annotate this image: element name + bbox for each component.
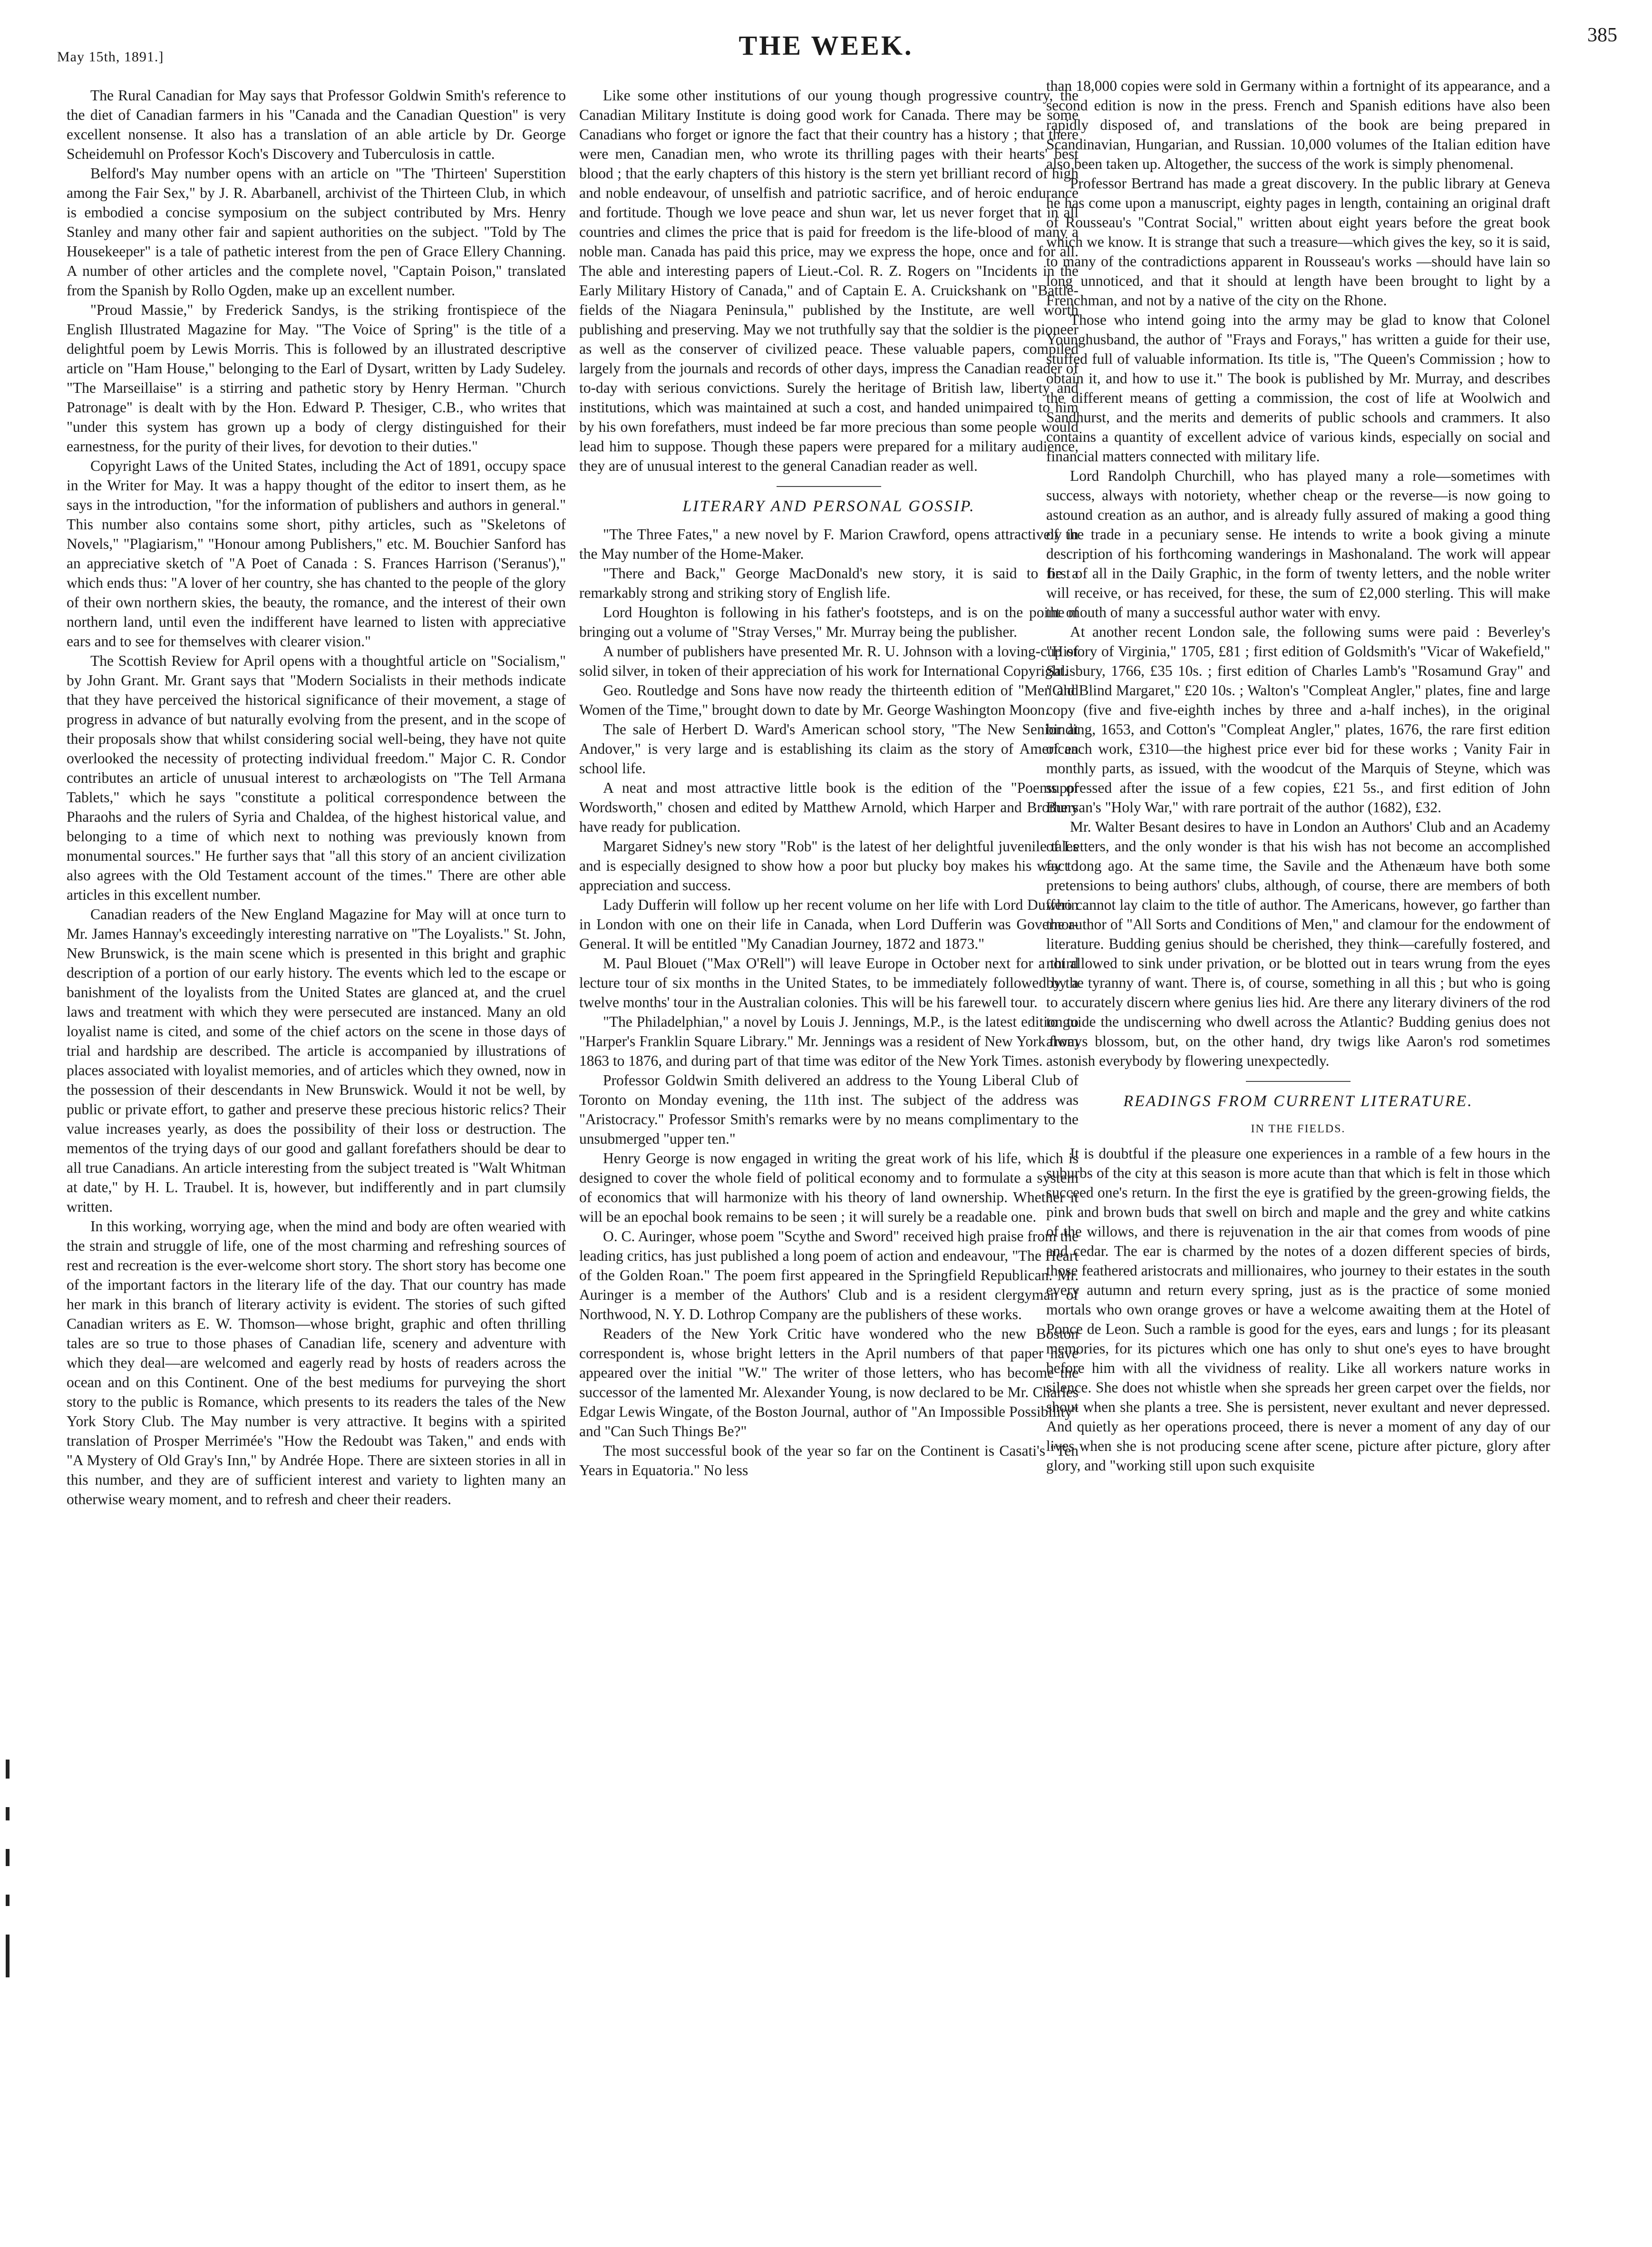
gossip-item: Professor Bertrand has made a great discovery. In the public library at Geneva he has come upon a manuscript, eighty pages in length, containing an original draft of Rousseau's "Contrat Social," written about eight years before the great book which we know. It is strange that such a treasure—which gives the key, so it is said, to many of the contradictions apparent in Rousseau's works —should have lain so long unnoticed, and that it should at length have been brought to light by a Frenchman, and not by a native of the city on the Rhone. bbox=[1046, 175, 1550, 309]
section-heading-readings: READINGS FROM CURRENT LITERATURE. bbox=[1123, 1092, 1473, 1110]
section-heading-gossip: LITERARY AND PERSONAL GOSSIP. bbox=[682, 497, 975, 515]
article-paragraph: The Rural Canadian for May says that Professor Goldwin Smith's reference to the diet of Canadian farmers in his "Canada and the Canadian Question" is very excellent nonsense. It also has a translation of an able article by Dr. George Scheidemuhl on Professor Koch's Discovery and Tuberculosis in cattle. bbox=[67, 87, 566, 162]
gossip-item: Geo. Routledge and Sons have now ready the thirteenth edition of "Men and Women of the Time," brought down to date by Mr. George Washington Moon. bbox=[579, 682, 1079, 718]
article-paragraph: Belford's May number opens with an article on "The 'Thirteen' Superstition among the Fair Sex," by J. R. Abarbanell, archivist of the Thirteen Club, in which is embodied a concise symposium on the subject contributed by Mrs. Henry Stanley and many other fair and sapient authorities on the subject. "Told by The Housekeeper" is a tale of pathetic interest from the pen of Grace Ellery Channing. A number of other articles and the complete novel, "Captain Poison," translated from the Spanish by Rollo Ogden, make up an excellent number. bbox=[67, 165, 566, 299]
article-paragraph: In this working, worrying age, when the mind and body are often wearied with the strain and struggle of life, one of the most charming and refreshing sources of rest and recreation is the ever-welcome short story. The short story has become one of the important factors in the literary life of the day. That our country has made her mark in this branch of literary activity is evident. The stories of such gifted Canadian writers as E. W. Thomson—whose bright, graphic and often thrilling tales are so true to those phases of Canadian life, scenery and adventure with which they deal—are welcomed and eagerly read by hosts of readers across the ocean and on this Continent. One of the best mediums for purveying the short story to the public is Romance, which presents to its readers the tales of the New York Story Club. The May number is very attractive. It begins with a spirited translation of Prosper Merrimée's "How the Redoubt was Taken," and ends with "A Mystery of Old Gray's Inn," by Andrée Hope. There are sixteen stories in all in this number, and they are of sufficient interest and variety to lighten many an otherwise weary moment, and to refresh and cheer their readers. bbox=[67, 1218, 566, 1508]
article-paragraph: "Proud Massie," by Frederick Sandys, is the striking frontispiece of the English Illustrated Magazine for May. "The Voice of Spring" is the title of a delightful poem by Lewis Morris. This is followed by an illustrated descriptive article on "Ham House," belonging to the Earl of Dysart, written by Lady Sudeley. "The Marseillaise" is a stirring and pathetic story by Henry Herman. "Church Patronage" is dealt with by the Hon. Edward P. Thesiger, C.B., who writes that "under this system has grown up a body of clergy distinguished for their earnestness, for the purity of their lives, for devotion to their duties." bbox=[67, 302, 566, 455]
gossip-item: Lord Houghton is following in his father's footsteps, and is on the point of bringing out a volume of "Stray Verses," Mr. Murray being the publisher. bbox=[579, 604, 1079, 640]
section-divider bbox=[777, 486, 881, 487]
column-left bbox=[67, 86, 566, 2240]
page-number: 385 bbox=[1587, 24, 1617, 46]
gossip-item: At another recent London sale, the following sums were paid : Beverley's "History of Virginia," 1705, £81 ; first edition of Goldsmith's "Vicar of Wakefield," Salisbury, 1766, £35 10s. ; first edition of Charles Lamb's "Rosamund Gray" and "Old Blind Margaret," £20 10s. ; Walton's "Compleat Angler," plates, fine and large copy (five and five-eighth inches by three and a-half inches), in the original binding, 1653, and Cotton's "Compleat Angler," plates, 1676, the rare first edition of each work, £310—the highest price ever bid for these works ; Vanity Fair in monthly parts, as issued, with the woodcut of the Marquis of Steyne, which was suppressed after the issue of a few copies, £21 5s., and first edition of John Bunyan's "Holy War," with rare portrait of the author (1682), £32. bbox=[1046, 623, 1550, 816]
gossip-item: Readers of the New York Critic have wondered who the new Boston correspondent is, whose bright letters in the April numbers of that paper have appeared over the initial "W." The writer of those letters, who has become the successor of the lamented Mr. Alexander Young, is now declared to be Mr. Charles Edgar Lewis Wingate, of the Boston Journal, author of "An Impossible Possibility" and "Can Such Things Be?" bbox=[579, 1325, 1079, 1440]
gossip-item: Those who intend going into the army may be glad to know that Colonel Younghusband, the author of "Frays and Forays," has written a guide for their use, stuffed full of valuable information. Its title is, "The Queen's Commission ; how to obtain it, and how to use it." The book is published by Mr. Murray, and describes the different means of getting a commission, the cost of life at Woolwich and Sandhurst, and the merits and demerits of public schools and crammers. It also contains a quantity of excellent advice of various kinds, especially on social and financial matters connected with military life. bbox=[1046, 311, 1550, 465]
section-divider bbox=[1246, 1081, 1351, 1082]
column-middle bbox=[579, 86, 1079, 2240]
gossip-item: A number of publishers have presented Mr. R. U. Johnson with a loving-cup of solid silver, in token of their appreciation of his work for International Copyright. bbox=[579, 643, 1079, 679]
gossip-item: Lord Randolph Churchill, who has played many a role—sometimes with success, always with notoriety, whether cheap or the reverse—is now going to astound creation as an author, and is already fully assured of making a good thing of the trade in a pecuniary sense. He intends to write a book giving a minute description of his forthcoming wanderings in Mashonaland. The work will appear first of all in the Daily Graphic, in the form of twenty letters, and the noble writer will receive, or has received, for these, the sum of £2,000 sterling. This will make the mouth of many a successful author water with envy. bbox=[1046, 467, 1550, 621]
gossip-item: M. Paul Blouet ("Max O'Rell") will leave Europe in October next for a third lecture tour of six months in the United States, to be immediately followed by a twelve months' tour in the Australian colonies. This will be his farewell tour. bbox=[579, 955, 1079, 1011]
gossip-item: The most successful book of the year so far on the Continent is Casati's "Ten Years in Equatoria." No less bbox=[579, 1442, 1079, 1479]
article-paragraph: than 18,000 copies were sold in Germany within a fortnight of its appearance, and a second edition is now in the press. French and Spanish editions have also been rapidly disposed of, and translations of the book are being prepared in Scandinavian, Hungarian, and Russian. 10,000 volumes of the Italian edition have also been taken up. Altogether, the success of the work is simply phenomenal. bbox=[1046, 78, 1550, 172]
gossip-item: Mr. Walter Besant desires to have in London an Authors' Club and an Academy of Letters, and the only wonder is that his wish has not become an accomplished fact long ago. At the same time, the Savile and the Athenæum have both some pretensions to being authors' clubs, although, of course, there are members of both who cannot lay claim to the title of author. The Americans, however, go farther than the author of "All Sorts and Conditions of Men," and clamour for the endowment of literature. Budding genius should be cherished, they think—carefully fostered, and not allowed to sink under privation, or be blotted out in tears wrung from the eyes by the tyranny of want. There is, of course, something in all this ; but who is going to accurately discern where genius lies hid. Are there any literary diviners of the rod to guide the undiscerning who dwell across the Atlantic? Budding genius does not always blossom, but, on the other hand, dry twigs like Aaron's rod sometimes astonish everybody by flowering unexpectedly. bbox=[1046, 818, 1550, 1069]
article-paragraph: The Scottish Review for April opens with a thoughtful article on "Socialism," by John Grant. Mr. Grant says that "Modern Socialists in their methods indicate that they have perceived the historical significance of their movement, a stage of progress in advance of but naturally evolving from the present, and in the scope of their proposals show that whilst considering social well-being, they have not quite overlooked the necessity of protecting individual freedom." Major C. R. Condor contributes an article of unusual interest to archæologists on "The Tell Armana Tablets," which he says "constitute a political correspondence between the Pharaohs and the rulers of Syria and Chaldea, of the highest historical value, and belonging to a time of which next to nothing was previously known from monumental sources." He further says that "all this story of an ancient civilization also agrees with the Old Testament account of the times." There are other able articles in this excellent number. bbox=[67, 652, 566, 903]
gossip-item: The sale of Herbert D. Ward's American school story, "The New Senior at Andover," is very large and is establishing its claim as the story of American school life. bbox=[579, 721, 1079, 777]
page-header bbox=[0, 0, 1652, 71]
masthead-title: THE WEEK. bbox=[739, 30, 913, 61]
gossip-item: "The Philadelphian," a novel by Louis J. Jennings, M.P., is the latest edition to "Harper's Franklin Square Library." Mr. Jennings was a resident of New York from 1863 to 1876, and during part of that time was editor of the New York Times. bbox=[579, 1013, 1079, 1069]
column-right bbox=[1046, 76, 1550, 2230]
gossip-item: Professor Goldwin Smith delivered an address to the Young Liberal Club of Toronto on Monday evening, the 11th inst. The subject of the address was "Aristocracy." Professor Smith's remarks were by no means complimentary to the unsubmerged "upper ten." bbox=[579, 1072, 1079, 1147]
gossip-item: Margaret Sidney's new story "Rob" is the latest of her delightful juvenile tales and is especially designed to show how a poor but plucky boy makes his way to appreciation and success. bbox=[579, 838, 1079, 894]
article-paragraph: It is doubtful if the pleasure one experiences in a ramble of a few hours in the suburbs of the city at this season is more acute than that which is felt in those which succeed one's return. In the first the eye is gratified by the green-growing fields, the pink and brown buds that swell on birch and maple and the grey and white catkins of the willows, and there is rejuvenation in the air that comes from woods of pine and cedar. The ear is charmed by the notes of a dozen different species of birds, those feathered aristocrats and millionaires, who journey to their estates in the south every autumn and return every spring, just as is the practice of some monied mortals who own orange groves or have a welcome awaiting them at the Hotel of Ponce de Leon. Such a ramble is good for the eyes, ears and lungs ; for its pleasant memories, for its pictures which one has only to shut one's eyes to have brought before him with all the vividness of reality. Like all workers nature works in silence. She does not whistle when she spreads her green carpet over the fields, nor shout when she plants a tree. She is persistent, never exultant and never depressed. And quietly as her operations proceed, there is never a moment of any day of our lives when she is not producing scene after scene, picture after picture, glory after glory, and "working still upon such exquisite bbox=[1046, 1145, 1550, 1474]
gossip-item: O. C. Auringer, whose poem "Scythe and Sword" received high praise from the leading critics, has just published a long poem of action and endeavour, "The Heart of the Golden Roan." The poem first appeared in the Springfield Republican. Mr. Auringer is a member of the Authors' Club and is a resident clergyman of Northwood, N. Y. D. Lothrop Company are the publishers of these works. bbox=[579, 1228, 1079, 1323]
gossip-item: "The Three Fates," a new novel by F. Marion Crawford, opens attractively in the May number of the Home-Maker. bbox=[579, 526, 1079, 562]
sub-heading: IN THE FIELDS. bbox=[1251, 1123, 1346, 1135]
issue-date: May 15th, 1891.] bbox=[57, 49, 164, 65]
binding-edge bbox=[0, 1760, 19, 2247]
gossip-item: Henry George is now engaged in writing the great work of his life, which is designed to cover the whole field of political economy and to formulate a system of economics that will harmonize with his theory of land ownership. Whether it will be an epochal book remains to be seen ; it will surely be a readable one. bbox=[579, 1150, 1079, 1225]
gossip-item: Lady Dufferin will follow up her recent volume on her life with Lord Dufferin in London with one on their life in Canada, when Lord Dufferin was Governor-General. It will be entitled "My Canadian Journey, 1872 and 1873." bbox=[579, 896, 1079, 952]
article-paragraph: Copyright Laws of the United States, including the Act of 1891, occupy space in the Writer for May. It was a happy thought of the editor to insert them, as he says in the introduction, "for the information of publishers and authors in general." This number also contains some short, pithy articles, such as "Skeletons of Novels," "Plagiarism," "Honour among Publishers," etc. M. Bouchier Sanford has an appreciative sketch of "A Poet of Canada : S. Frances Harrison ('Seranus')," which ends thus: "A lover of her country, she has chanted to the people of the glory of their own northern skies, the beauty, the romance, and the interest of their own northern land, until even the indifferent have learned to listen with appreciative ears and to see for themselves with clearer vision." bbox=[67, 457, 566, 650]
gossip-item: A neat and most attractive little book is the edition of the "Poems of Wordsworth," chosen and edited by Matthew Arnold, which Harper and Brothers have ready for publication. bbox=[579, 779, 1079, 835]
gossip-item: "There and Back," George MacDonald's new story, it is said to be a remarkably strong and striking story of English life. bbox=[579, 565, 1079, 601]
article-paragraph: Like some other institutions of our young though progressive country, the Canadian Military Institute is doing good work for Canada. There may be some Canadians who forget or ignore the fact that their country has a history ; that there were men, Canadian men, who wrote its thrilling pages with their hearts' best blood ; that the early chapters of this history is the stern yet brilliant record of high and noble endeavour, of unselfish and patriotic sacrifice, and of heroic endurance and fortitude. Though we love peace and shun war, let us never forget that in all countries and climes the price that is paid for freedom is the life-blood of many a noble man. Canada has paid this price, may we express the hope, once and for all. The able and interesting papers of Lieut.-Col. R. Z. Rogers on "Incidents in the Early Military History of Canada," and of Captain E. A. Cruickshank on "Battle-fields of the Niagara Peninsula," published by the Institute, are well worth publishing and preserving. May we not truthfully say that the soldier is the pioneer as well as the conserver of civilized peace. These valuable papers, compiled largely from the journals and records of other days, impress the Canadian reader of to-day with serious convictions. Surely the heritage of British law, liberty and institutions, which was maintained at such a cost, and handed unimpaired to him by his own forefathers, must indeed be far more precious than some people would lead him to suppose. Though these papers were prepared for a military audience, they are of unusual interest to the general Canadian reader as well. bbox=[579, 87, 1079, 474]
article-paragraph: Canadian readers of the New England Magazine for May will at once turn to Mr. James Hannay's exceedingly interesting narrative on "The Loyalists." St. John, New Brunswick, is the main scene which is presented in this bright and graphic description of a portion of our early history. The events which led to the escape or banishment of the loyalists from the United States are glanced at, and the cruel laws and treatment with which they were persecuted are instanced. Many an old loyalist name is cited, and some of the chief actors on the scene in those days of trial and hardship are described. The article is accompanied by illustrations of places associated with loyalist memories, and of articles which they owned, now in the possession of their descendants in New Brunswick. Would it not be well, by public or private effort, to gather and preserve these precious historic relics? Their value increases yearly, as does the possibility of their loss or destruction. The mementos of the trying days of our good and gallant forefathers should be dear to all true Canadians. An article interesting from the subject treated is "Walt Whitman at date," by H. L. Traubel. It is, however, but indifferently and in part clumsily written. bbox=[67, 906, 566, 1215]
